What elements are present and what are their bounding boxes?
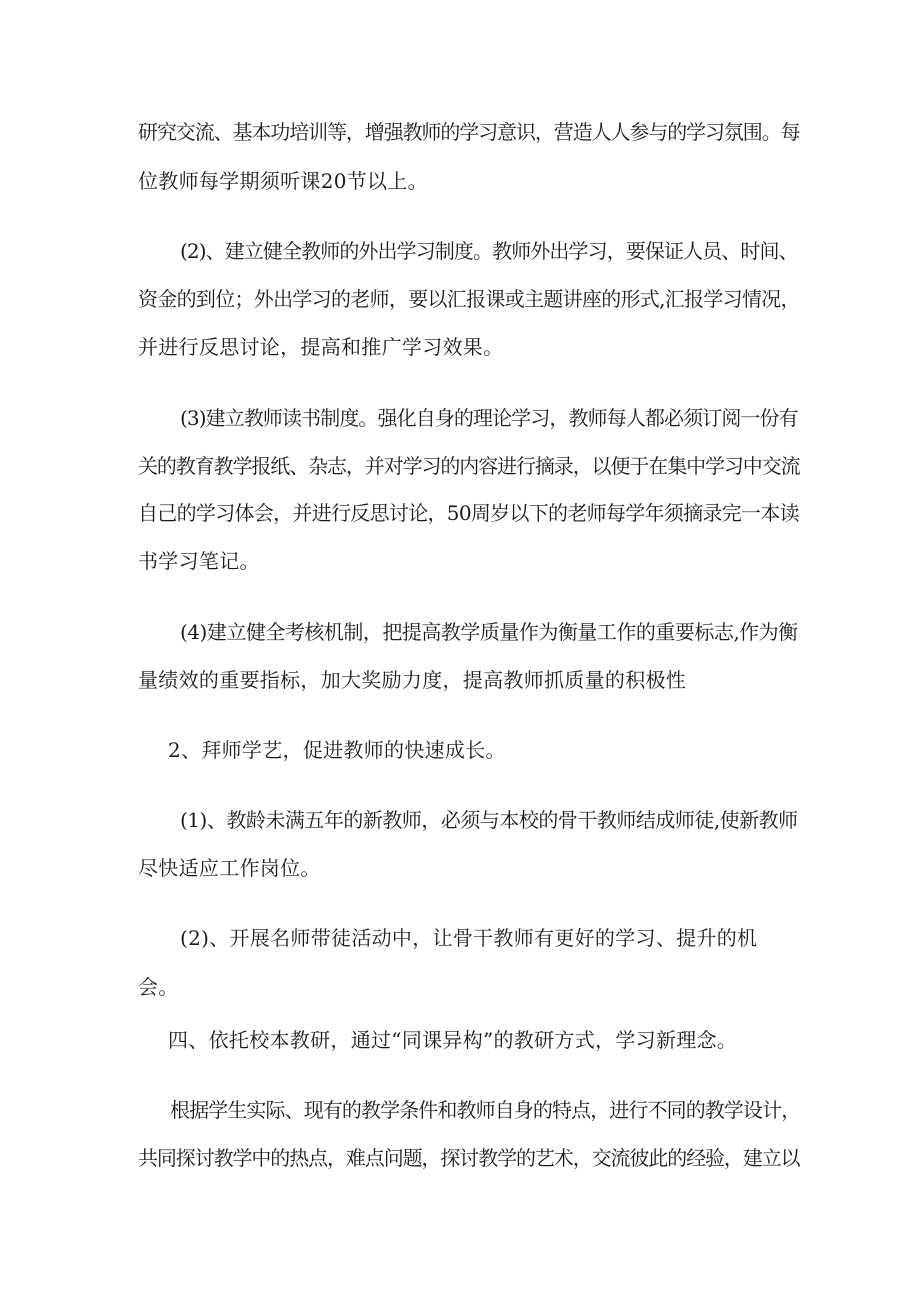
text-line: (2)、建立健全教师的外出学习制度。教师外出学习，要保证人员、时间、 [180, 239, 798, 263]
text-line: 研究交流、基本功培训等，增强教师的学习意识，营造人人参与的学习氛围。每 [138, 120, 800, 144]
text-line: 2、拜师学艺，促进教师的快速成长。 [168, 738, 506, 762]
text-line: 量绩效的重要指标，加大奖励力度，提高教师抓质量的积极性 [138, 668, 687, 692]
text-line: 位教师每学期须听课20节以上。 [138, 169, 428, 193]
text-line: 共同探讨教学中的热点，难点问题，探讨教学的艺术，交流彼此的经验，建立以 [138, 1146, 800, 1170]
text-line: 会。 [138, 975, 179, 999]
text-line: 并进行反思讨论，提高和推广学习效果。 [138, 335, 504, 359]
text-line: 资金的到位；外出学习的老师，要以汇报课或主题讲座的形式,汇报学习情况， [138, 287, 800, 311]
text-line: 自己的学习体会，并进行反思讨论，50周岁以下的老师每学年须摘录完一本读 [138, 501, 799, 525]
text-line: (3)建立教师读书制度。强化自身的理论学习，教师每人都必须订阅一份有 [180, 406, 798, 430]
text-line: (1)、教龄未满五年的新教师，必须与本校的骨干教师结成师徒,使新教师 [180, 808, 798, 832]
text-line: 四、依托校本教研，通过“同课异构”的教研方式，学习新理念。 [168, 1028, 738, 1052]
text-line: (4)建立健全考核机制，把提高教学质量作为衡量工作的重要标志,作为衡 [180, 620, 798, 644]
text-line: (2)、开展名师带徒活动中，让骨干教师有更好的学习、提升的机 [180, 926, 758, 950]
text-line: 根据学生实际、现有的教学条件和教师自身的特点，进行不同的教学设计， [170, 1098, 801, 1122]
text-line: 关的教育教学报纸、杂志，并对学习的内容进行摘录，以便于在集中学习中交流 [138, 454, 800, 478]
text-line: 书学习笔记。 [138, 549, 260, 573]
text-line: 尽快适应工作岗位。 [138, 856, 321, 880]
